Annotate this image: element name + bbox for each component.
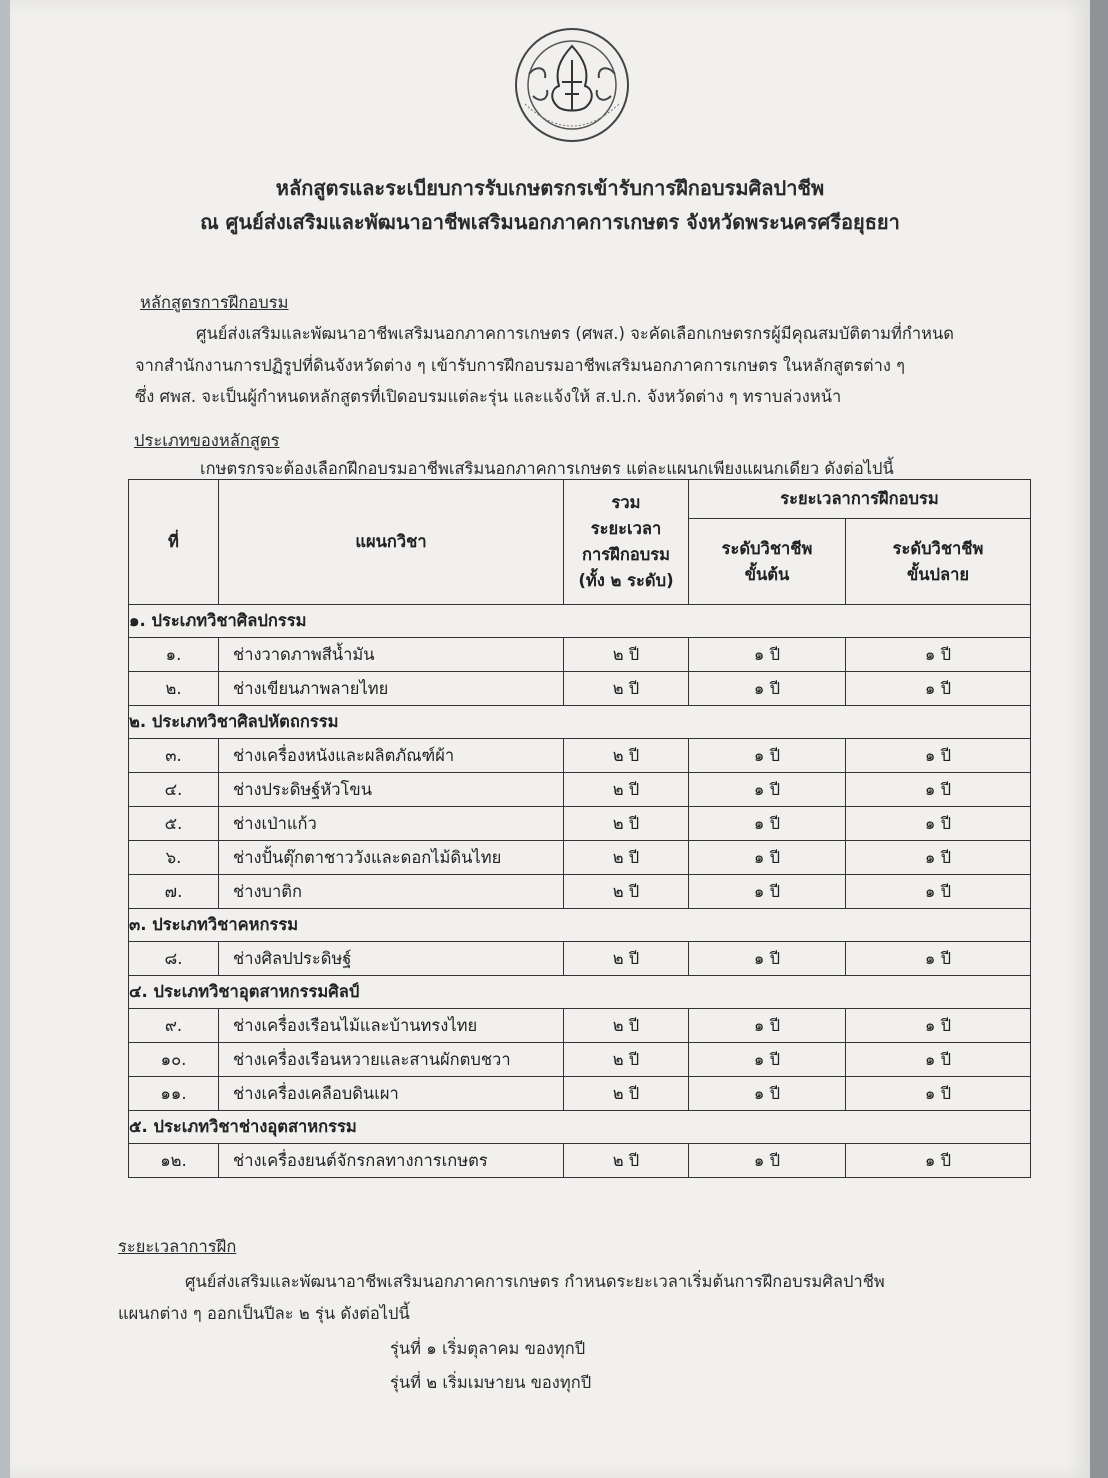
table-row — [129, 942, 1031, 976]
header-total-line2: ระยะเวลา — [590, 519, 662, 538]
category-row — [129, 605, 1031, 638]
header-total-line1: รวม — [611, 493, 641, 512]
advanced-level-duration: ๑ ปี — [846, 773, 1031, 807]
total-duration: ๒ ปี — [564, 1043, 689, 1077]
advanced-level-duration: ๑ ปี — [846, 1077, 1031, 1111]
header-total-line4: (ทั้ง ๒ ระดับ) — [578, 571, 674, 590]
total-duration: ๒ ปี — [564, 739, 689, 773]
advanced-level-duration: ๑ ปี — [846, 875, 1031, 909]
row-number: ๗. — [129, 875, 219, 909]
category-label: ๕. ประเภทวิชาช่างอุตสาหกรรม — [129, 1111, 1031, 1144]
subject-name: ช่างประดิษฐ์หัวโขน — [219, 773, 564, 807]
subject-name: ช่างเครื่องเคลือบดินเผา — [219, 1077, 564, 1111]
course-section-heading: หลักสูตรการฝึกอบรม — [140, 293, 289, 312]
advanced-level-duration: ๑ ปี — [846, 841, 1031, 875]
types-paragraph-line1: เกษตรกรจะต้องเลือกฝึกอบรมอาชีพเสริมนอกภาคการเกษตร แต่ละแผนกเพียงแผนกเดียว ดังต่อไปนี้ — [200, 459, 894, 478]
category-row — [129, 1111, 1031, 1144]
category-row — [129, 976, 1031, 1009]
category-label: ๓. ประเภทวิชาคหกรรม — [129, 909, 1031, 942]
total-duration: ๒ ปี — [564, 1144, 689, 1178]
subject-name: ช่างศิลปประดิษฐ์ — [219, 942, 564, 976]
subject-name: ช่างเขียนภาพลายไทย — [219, 672, 564, 706]
header-basic-line2: ขั้นต้น — [744, 564, 790, 584]
row-number: ๓. — [129, 739, 219, 773]
subject-name: ช่างปั้นตุ๊กตาชาววังและดอกไม้ดินไทย — [219, 841, 564, 875]
category-label: ๒. ประเภทวิชาศิลปหัตถกรรม — [129, 706, 1031, 739]
total-duration: ๒ ปี — [564, 773, 689, 807]
basic-level-duration: ๑ ปี — [689, 1043, 846, 1077]
row-number: ๖. — [129, 841, 219, 875]
total-duration: ๒ ปี — [564, 672, 689, 706]
basic-level-duration: ๑ ปี — [689, 942, 846, 976]
subject-name: ช่างเครื่องยนต์จักรกลทางการเกษตร — [219, 1144, 564, 1178]
header-subject: แผนกวิชา — [219, 480, 564, 605]
table-row — [129, 1077, 1031, 1111]
row-number: ๑๒. — [129, 1144, 219, 1178]
category-label: ๔. ประเภทวิชาอุตสาหกรรมศิลป์ — [129, 976, 1031, 1009]
subject-name: ช่างเครื่องเรือนไม้และบ้านทรงไทย — [219, 1009, 564, 1043]
row-number: ๙. — [129, 1009, 219, 1043]
subject-name: ช่างวาดภาพสีน้ำมัน — [219, 638, 564, 672]
basic-level-duration: ๑ ปี — [689, 773, 846, 807]
table-row — [129, 672, 1031, 706]
advanced-level-duration: ๑ ปี — [846, 638, 1031, 672]
subject-name: ช่างเครื่องหนังและผลิตภัณฑ์ผ้า — [219, 739, 564, 773]
row-number: ๑. — [129, 638, 219, 672]
batch-2-schedule: รุ่นที่ ๒ เริ่มเมษายน ของทุกปี — [390, 1373, 592, 1392]
course-paragraph-line2: จากสำนักงานการปฏิรูปที่ดินจังหวัดต่าง ๆ เข้ารับการฝึกอบรมอาชีพเสริมนอกภาคการเกษตร ในหลักสูตรต่าง ๆ — [135, 356, 906, 375]
document-title-line2: ณ ศูนย์ส่งเสริมและพัฒนาอาชีพเสริมนอกภาคการเกษตร จังหวัดพระนครศรีอยุธยา — [200, 210, 900, 234]
advanced-level-duration: ๑ ปี — [846, 942, 1031, 976]
table-row — [129, 773, 1031, 807]
category-label: ๑. ประเภทวิชาศิลปกรรม — [129, 605, 1031, 638]
table-row — [129, 841, 1031, 875]
table-body — [129, 605, 1031, 1178]
basic-level-duration: ๑ ปี — [689, 875, 846, 909]
subject-name: ช่างเครื่องเรือนหวายและสานผักตบชวา — [219, 1043, 564, 1077]
course-table — [128, 479, 1031, 1178]
basic-level-duration: ๑ ปี — [689, 841, 846, 875]
basic-level-duration: ๑ ปี — [689, 1144, 846, 1178]
basic-level-duration: ๑ ปี — [689, 1009, 846, 1043]
document-page — [10, 0, 1090, 1478]
header-total-duration — [564, 480, 689, 605]
total-duration: ๒ ปี — [564, 942, 689, 976]
table-row — [129, 1043, 1031, 1077]
advanced-level-duration: ๑ ปี — [846, 739, 1031, 773]
table-row — [129, 807, 1031, 841]
table-row — [129, 638, 1031, 672]
header-advanced-level — [846, 519, 1031, 605]
header-training-period: ระยะเวลาการฝึกอบรม — [689, 480, 1031, 519]
batch-1-schedule: รุ่นที่ ๑ เริ่มตุลาคม ของทุกปี — [390, 1339, 586, 1358]
row-number: ๑๐. — [129, 1043, 219, 1077]
header-basic-level — [689, 519, 846, 605]
duration-section-heading: ระยะเวลาการฝึก — [118, 1237, 237, 1256]
agency-seal-emblem — [507, 26, 637, 144]
row-number: ๑๑. — [129, 1077, 219, 1111]
table-header — [129, 480, 1031, 605]
total-duration: ๒ ปี — [564, 807, 689, 841]
row-number: ๘. — [129, 942, 219, 976]
row-number: ๕. — [129, 807, 219, 841]
basic-level-duration: ๑ ปี — [689, 1077, 846, 1111]
total-duration: ๒ ปี — [564, 1009, 689, 1043]
advanced-level-duration: ๑ ปี — [846, 1009, 1031, 1043]
basic-level-duration: ๑ ปี — [689, 672, 846, 706]
header-advanced-line1: ระดับวิชาชีพ — [892, 538, 984, 558]
duration-paragraph-line2: แผนกต่าง ๆ ออกเป็นปีละ ๒ รุ่น ดังต่อไปนี้ — [118, 1304, 410, 1323]
row-number: ๔. — [129, 773, 219, 807]
basic-level-duration: ๑ ปี — [689, 739, 846, 773]
desk-background — [1090, 0, 1108, 1478]
total-duration: ๒ ปี — [564, 875, 689, 909]
table-row — [129, 1009, 1031, 1043]
category-row — [129, 706, 1031, 739]
duration-paragraph-line1: ศูนย์ส่งเสริมและพัฒนาอาชีพเสริมนอกภาคการเกษตร กำหนดระยะเวลาเริ่มต้นการฝึกอบรมศิลปาชีพ — [185, 1272, 885, 1291]
types-section-heading: ประเภทของหลักสูตร — [134, 431, 280, 450]
advanced-level-duration: ๑ ปี — [846, 807, 1031, 841]
header-no: ที่ — [129, 480, 219, 605]
table-row — [129, 739, 1031, 773]
row-number: ๒. — [129, 672, 219, 706]
document-title-line1: หลักสูตรและระเบียบการรับเกษตรกรเข้ารับการฝึกอบรมศิลปาชีพ — [275, 176, 825, 200]
header-advanced-line2: ขั้นปลาย — [906, 564, 970, 584]
advanced-level-duration: ๑ ปี — [846, 672, 1031, 706]
total-duration: ๒ ปี — [564, 1077, 689, 1111]
basic-level-duration: ๑ ปี — [689, 638, 846, 672]
basic-level-duration: ๑ ปี — [689, 807, 846, 841]
total-duration: ๒ ปี — [564, 841, 689, 875]
advanced-level-duration: ๑ ปี — [846, 1043, 1031, 1077]
table-row — [129, 1144, 1031, 1178]
total-duration: ๒ ปี — [564, 638, 689, 672]
subject-name: ช่างบาติก — [219, 875, 564, 909]
table-row — [129, 875, 1031, 909]
subject-name: ช่างเป่าแก้ว — [219, 807, 564, 841]
header-total-line3: การฝึกอบรม — [582, 545, 670, 564]
header-basic-line1: ระดับวิชาชีพ — [721, 538, 813, 558]
course-paragraph-line1: ศูนย์ส่งเสริมและพัฒนาอาชีพเสริมนอกภาคการเกษตร (ศพส.) จะคัดเลือกเกษตรกรผู้มีคุณสมบัติตามที่กำหนด — [196, 324, 954, 343]
course-paragraph-line3: ซึ่ง ศพส. จะเป็นผู้กำหนดหลักสูตรที่เปิดอบรมแต่ละรุ่น และแจ้งให้ ส.ป.ก. จังหวัดต่าง ๆ ทราบล่วงหน้า — [135, 387, 842, 406]
category-row — [129, 909, 1031, 942]
advanced-level-duration: ๑ ปี — [846, 1144, 1031, 1178]
